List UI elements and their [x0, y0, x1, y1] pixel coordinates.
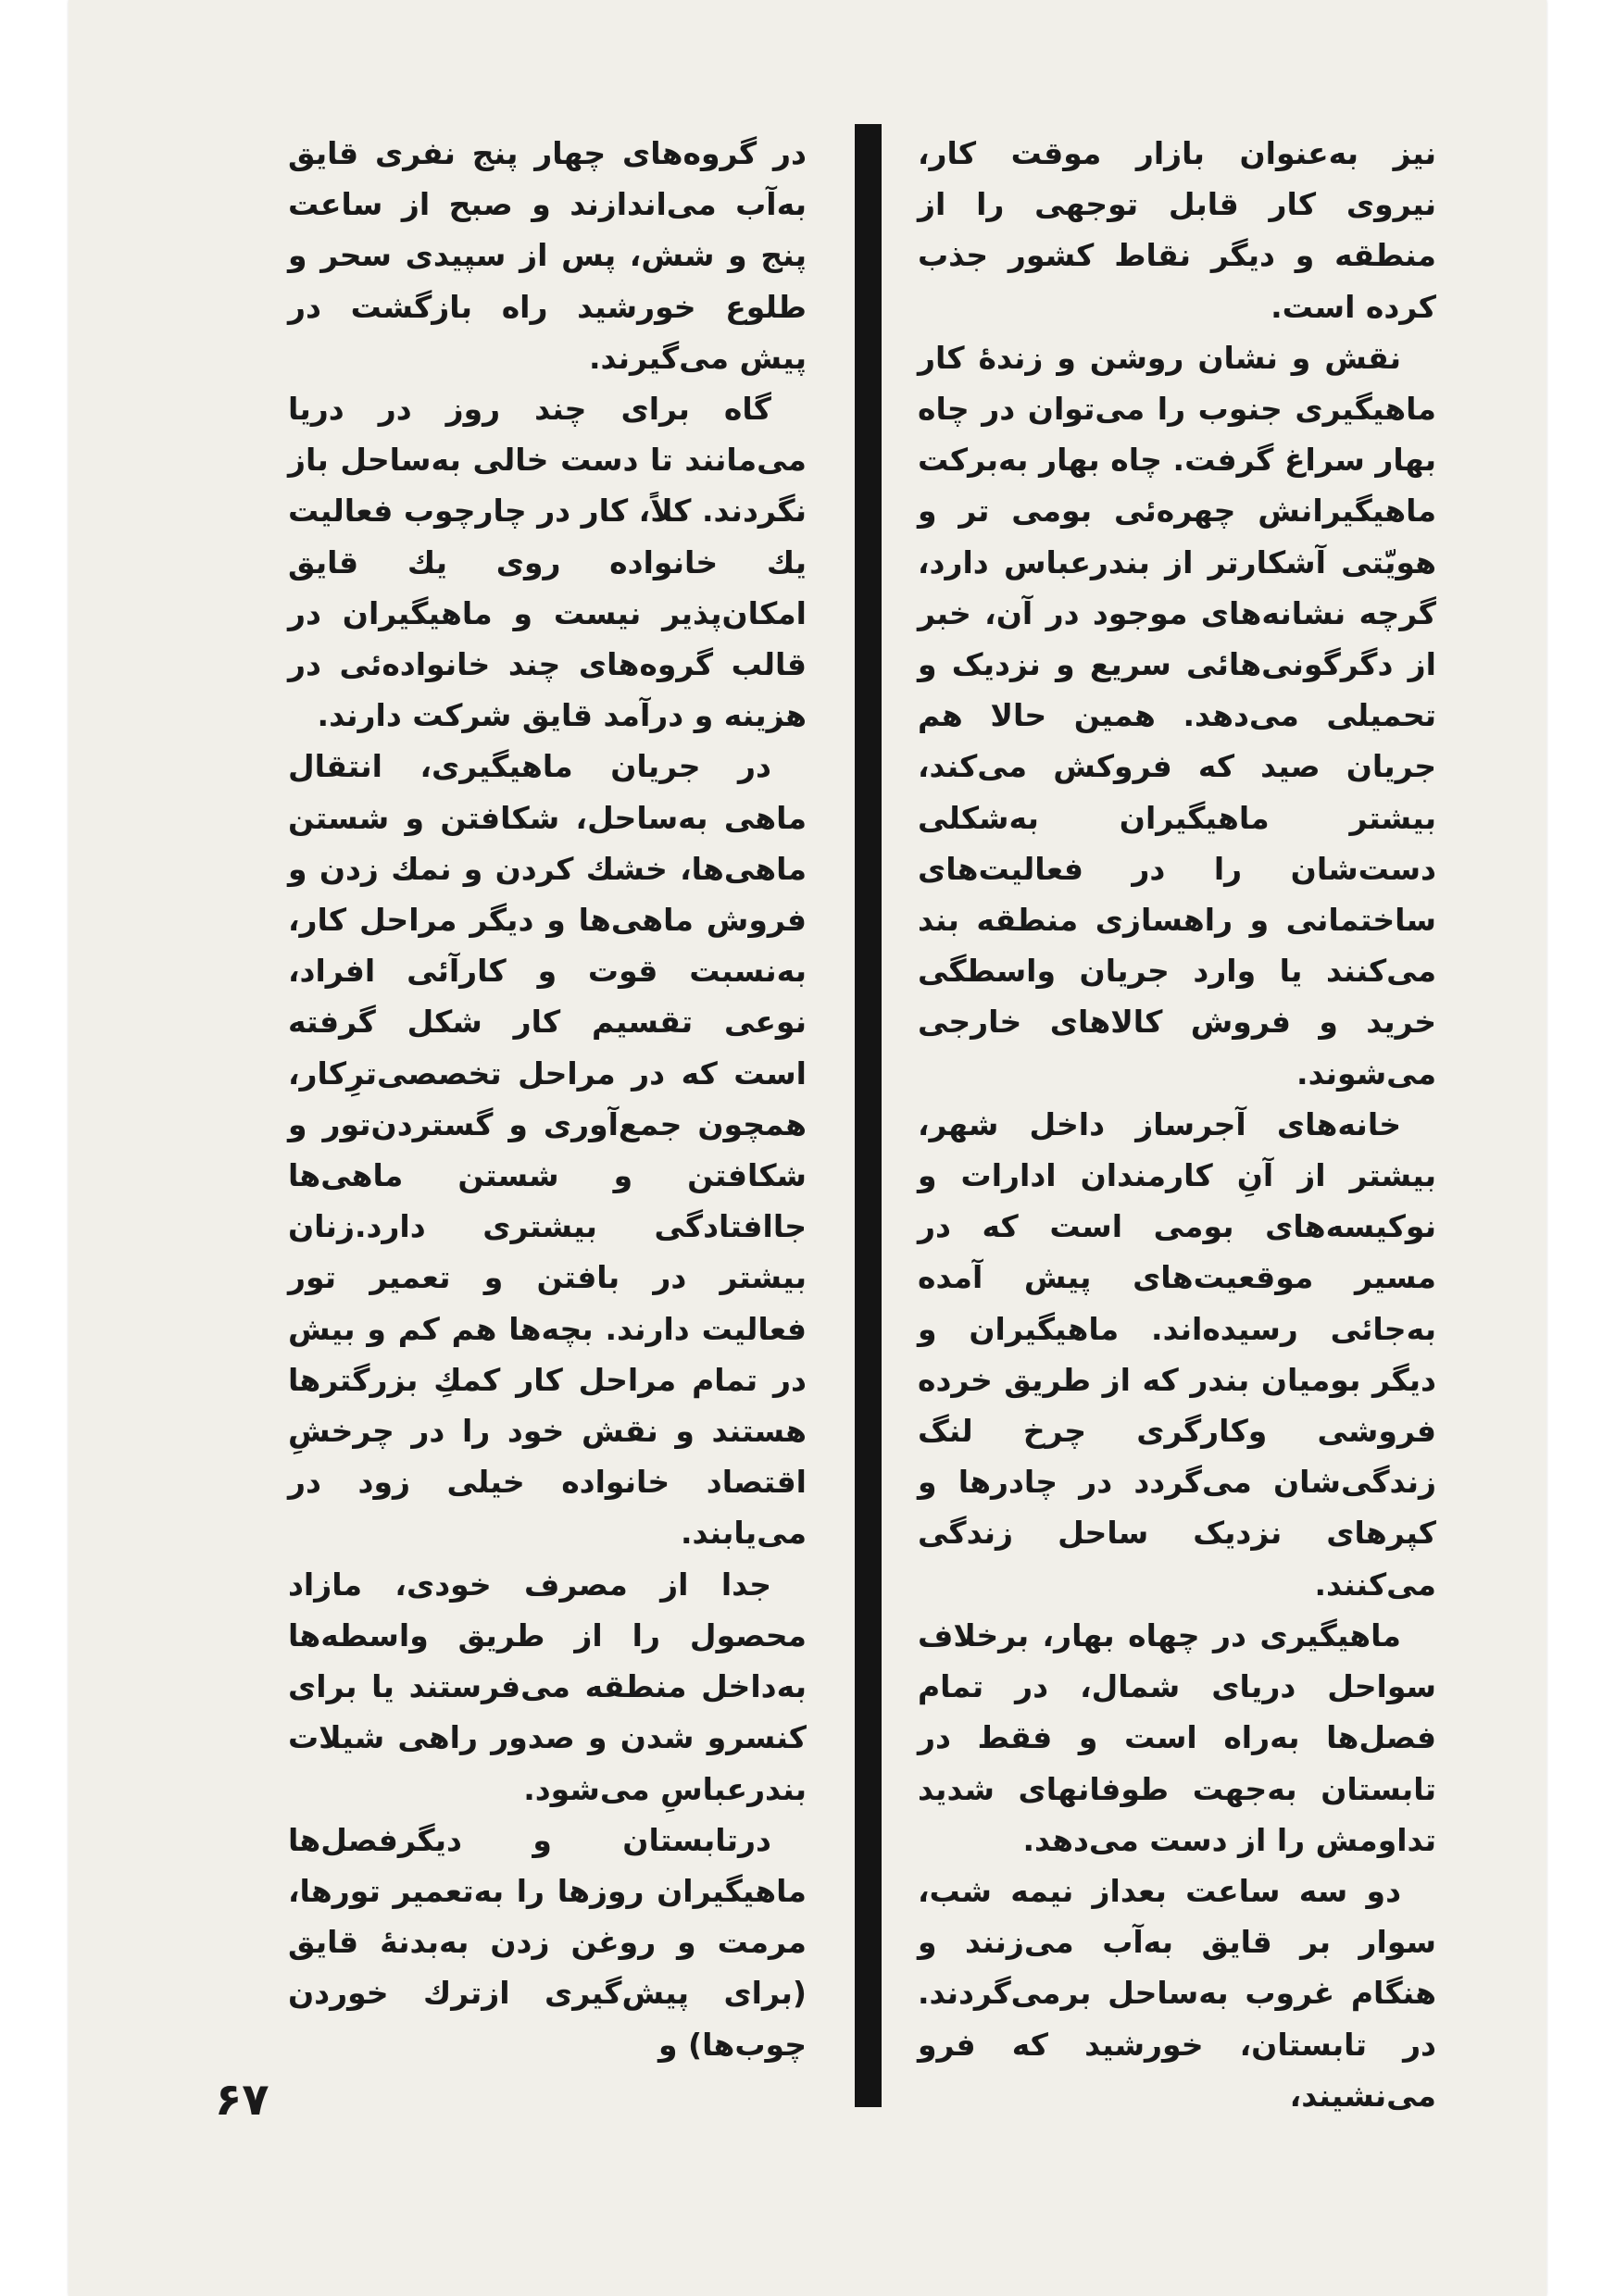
paragraph: ماهیگیری در چهاه بهار، برخلاف سواحل دریای شمال، در تمام فصل‌ها به‌راه است و فقط در تابستان به‌جهت طوفانهای شدید تداومش را از دست می‌دهد. [918, 1616, 1436, 1858]
paragraph: نقش و نشان روشن و زندهٔ کار ماهیگیری جنوب را می‌توان در چاه بهار سراغ گرفت. چاه بهار به‌برکت ماهیگیرانش چهره‌ئی بومی تر و هویّتی آشکارتر از بندرعباس دارد، گرچه نشانه‌های موجود در آن، خبر از دگرگونی‌هائی سریع و نزدیک و تحمیلی می‌دهد. همین حالا هم جریان صید که فروکش می‌کند، بیشتر ماهیگیران به‌شکلی دست‌شان را در فعالیت‌های ساختمانی و راهسازی منطقه بند می‌کنند یا وارد جریان واسطگی خرید و فروش کالاهای خارجی می‌شوند. [918, 339, 1436, 1092]
paragraph: گاه برای چند روز در دریا می‌مانند تا دست خالی به‌ساحل باز نگردند. کلاً، کار در چارچوب فعالیت یك خانواده روی یك قایق امکان‌پذیر نیست و ماهیگیران در قالب گروه‌های چند خانواده‌ئی در هزینه و درآمد قایق شرکت دارند. [287, 391, 807, 734]
paragraph: در جریان ماهیگیری، انتقال ماهی به‌ساحل، شکافتن و شستن ماهی‌ها، خشك کردن و نمك زدن و فروش ماهی‌ها و دیگر مراحل کار، به‌نسبت قوت و کارآئی افراد، نوعی تقسیم کار شکل گرفته است که در مراحل تخصصی‌ترِکار، همچون جمع‌آوری و گستردن‌تور و شکافتن و شستن ماهی‌ها جاافتادگی بیشتری دارد.زنان بیشتر در بافتن و تعمیر تور فعالیت دارند. بچه‌ها هم کم و بیش در تمام مراحل کار کمكِ بزرگترها هستند و نقش خود را در چرخشِ اقتصاد خانواده خیلی زود در می‌یابند. [288, 748, 807, 1552]
column-divider [855, 124, 882, 2107]
paragraph: نیز به‌عنوان بازار موقت کار، نیروی کار قابل توجهی را از منطقه و دیگر نقاط کشور جذب کرده است. [918, 135, 1436, 325]
paragraph: خانه‌های آجرساز داخل شهر، بیشتر از آنِ کارمندان ادارات و نوکیسه‌های بومی است که در مسیر موقعیت‌های پیش آمده به‌جائی رسیده‌اند. ماهیگیران و دیگر بومیان بندر که از طریق خرده فروشی وکارگری چرخ لنگ زندگی‌شان می‌گردد در چادرها و کپرهای نزدیک ساحل زندگی می‌کنند. [918, 1105, 1436, 1603]
text-column-left [288, 128, 807, 2070]
paragraph: دو سه ساعت بعداز نیمه شب، سوار بر قایق به‌آب می‌زنند و هنگام غروب به‌ساحل برمی‌گردند. در تابستان، خورشید که فرو می‌نشیند، [918, 1872, 1436, 2114]
text-column-right [918, 128, 1436, 2121]
paragraph: جدا از مصرف خودی، مازاد محصول را از طریق واسطه‌ها به‌داخل منطقه می‌فرستند یا برای کنسرو شدن و صدور راهی شیلات بندرعباسِ می‌شود. [288, 1566, 807, 1807]
page-number: ۶۷ [215, 2074, 269, 2126]
book-page [69, 0, 1546, 2296]
paragraph: در گروه‌های چهار پنج نفری قایق به‌آب می‌اندازند و صبح از ساعت پنج و شش، پس از سپیدی سحر و طلوع خورشید راه بازگشت در پیش می‌گیرند. [288, 135, 807, 376]
paragraph: درتابستان و دیگرفصل‌ها ماهیگیران روزها را به‌تعمیر تورها، مرمت و روغن زدن به‌بدنهٔ قایق (برای پیش‌گیری ازترك خوردن چوب‌ها) و [288, 1821, 807, 2063]
